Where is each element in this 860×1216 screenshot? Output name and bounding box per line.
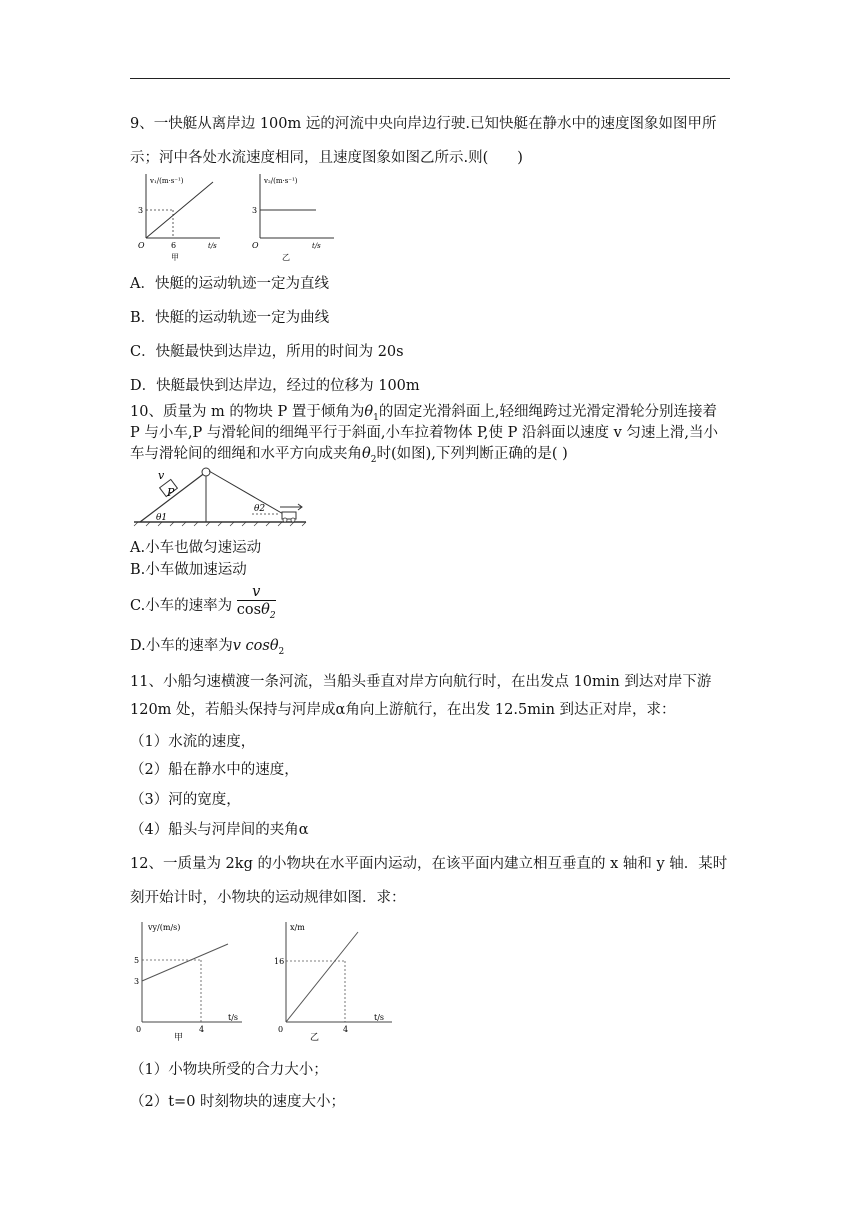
q12-yi-caption: 乙	[310, 1033, 320, 1042]
q12-jia-ytick-3: 3	[134, 977, 140, 986]
q12-jia-caption: 甲	[174, 1033, 184, 1042]
yi-ylabel: v₂/(m·s⁻¹)	[264, 177, 298, 185]
q9-option-a: A．快艇的运动轨迹一定为直线	[130, 276, 329, 292]
yi-origin: O	[252, 241, 259, 250]
fig-v-label: v	[158, 469, 165, 482]
q11-item-4: （4）船头与河岸间的夹角α	[130, 822, 309, 838]
q12-figure-yi	[272, 918, 396, 1046]
q9-figure-yi	[246, 170, 346, 266]
q12-jia-origin: 0	[136, 1025, 142, 1034]
q12-yi-origin: 0	[278, 1025, 284, 1034]
jia-caption: 甲	[171, 253, 179, 262]
q10-line2: P 与小车,P 与滑轮间的细绳平行于斜面,小车拉着物体 P,使 P 沿斜面以速度 v 匀速上滑,当小	[130, 425, 718, 441]
q12-item-1: （1）小物块所受的合力大小；	[130, 1062, 328, 1078]
q11-line1: 11、小船匀速横渡一条河流，当船头垂直对岸方向航行时，在出发点 10min 到达对岸下游	[130, 674, 712, 690]
q10-line1: 10、质量为 m 的物块 P 置于倾角为$\theta_1$的固定光滑斜面上,轻细绳跨过光滑定滑轮分别连接着	[130, 404, 717, 423]
fig-p-label: P	[167, 486, 175, 499]
jia-origin: O	[138, 241, 145, 250]
jia-xlabel: t/s	[208, 242, 217, 250]
q12-line2: 刻开始计时，小物块的运动规律如图．求：	[130, 890, 406, 906]
q10-option-a: A.小车也做匀速运动	[130, 540, 262, 556]
q10-option-d: D.小车的速率为v cosθ$_2$	[130, 638, 285, 657]
q12-line1: 12、一质量为 2kg 的小物块在水平面内运动，在该平面内建立相互垂直的 x 轴和 y 轴．某时	[130, 856, 728, 872]
header-rule	[130, 78, 730, 79]
q11-item-3: （3）河的宽度，	[130, 792, 241, 808]
q9-option-b: B．快艇的运动轨迹一定为曲线	[130, 310, 330, 326]
q12-figure-jia	[130, 918, 250, 1046]
jia-ylabel: v₁/(m·s⁻¹)	[150, 177, 184, 185]
q12-jia-ytick-5: 5	[134, 956, 140, 965]
fig-theta1: θ1	[156, 513, 168, 523]
jia-ytick: 3	[138, 206, 144, 215]
q10-option-c: C.小车的速率为 $\frac{v}{\cos\theta_2}$	[130, 584, 276, 625]
fig-theta2: θ2	[254, 504, 266, 514]
yi-ytick: 3	[252, 206, 258, 215]
q10-option-c-fraction: $\frac{v}{\cos\theta_2}$	[236, 584, 276, 621]
q9-figure-jia	[128, 170, 228, 266]
q10-figure-incline	[130, 462, 310, 532]
q12-jia-ylabel: vy/(m/s)	[148, 923, 181, 932]
q11-item-1: （1）水流的速度，	[130, 734, 256, 750]
q9-line1: 9、一快艇从离岸边 100m 远的河流中央向岸边行驶.已知快艇在静水中的速度图象如图甲所	[130, 116, 717, 132]
q12-yi-xlabel: t/s	[374, 1013, 385, 1022]
q12-jia-xlabel: t/s	[228, 1013, 239, 1022]
q12-jia-xtick: 4	[199, 1025, 205, 1034]
q12-yi-xtick: 4	[343, 1025, 349, 1034]
jia-xtick: 6	[171, 241, 177, 250]
q10-option-b: B.小车做加速运动	[130, 562, 247, 578]
q12-yi-ylabel: x/m	[290, 923, 305, 932]
q9-option-c: C．快艇最快到达岸边，所用的时间为 20s	[130, 344, 404, 360]
q9-option-d: D．快艇最快到达岸边，经过的位移为 100m	[130, 378, 420, 394]
q12-yi-ytick: 16	[274, 957, 285, 966]
q11-line2: 120m 处，若船头保持与河岸成α角向上游航行，在出发 12.5min 到达正对岸，求：	[130, 702, 676, 718]
q10-line3: 车与滑轮间的细绳和水平方向成夹角$\theta_2$时(如图),下列判断正确的是( )	[130, 446, 568, 465]
yi-xlabel: t/s	[312, 242, 321, 250]
q11-item-2: （2）船在静水中的速度，	[130, 762, 299, 778]
yi-caption: 乙	[282, 253, 290, 262]
q9-line2: 示；河中各处水流速度相同，且速度图象如图乙所示.则( )	[130, 150, 523, 166]
q12-item-2: （2）t=0 时刻物块的速度大小；	[130, 1094, 346, 1110]
